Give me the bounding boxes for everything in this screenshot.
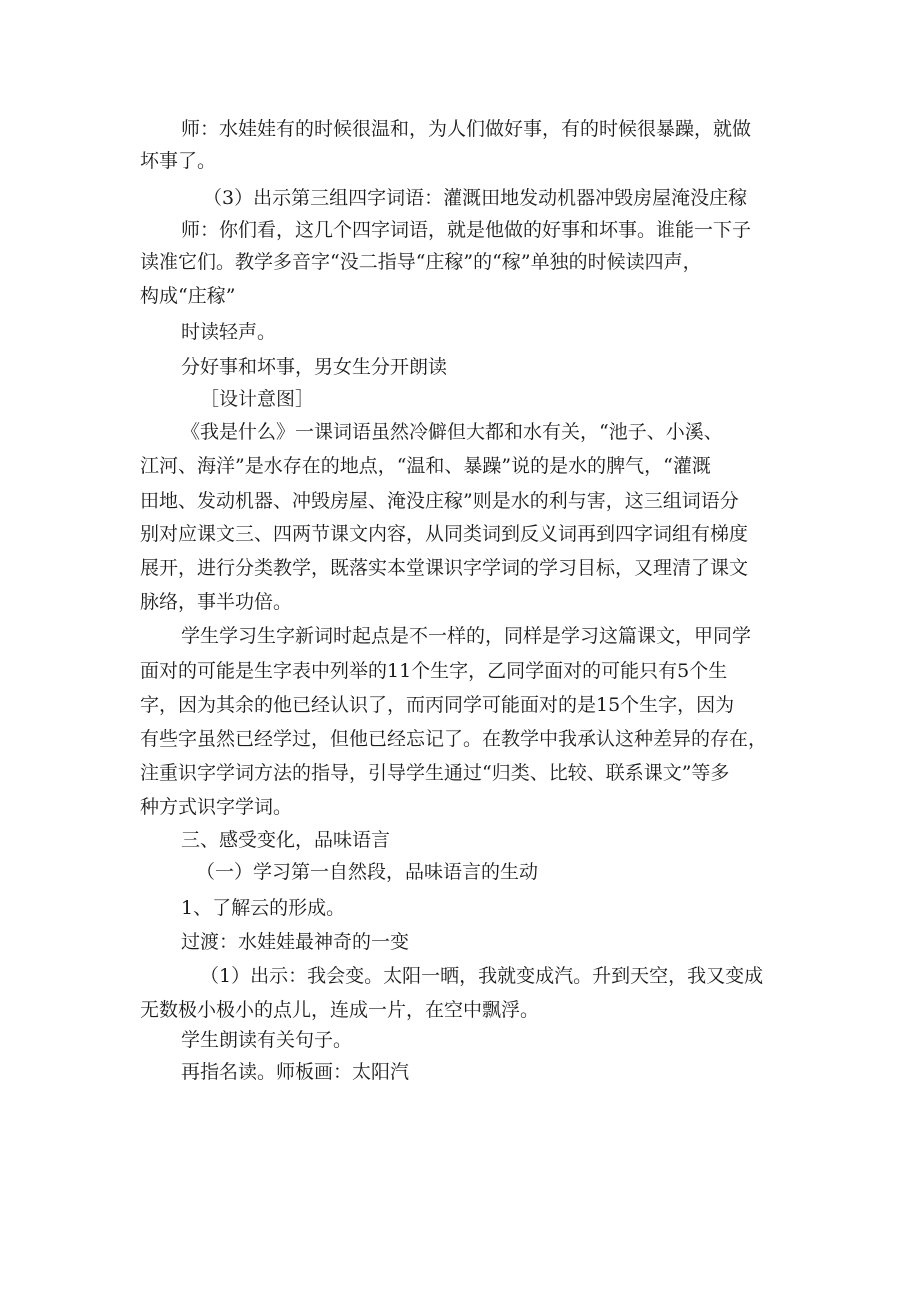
text-line: 种方式识字学词。	[140, 796, 293, 818]
text-line: 有些字虽然已经学过，但他已经忘记了。在教学中我承认这种差异的存在，	[140, 728, 768, 750]
text-line: 注重识字学词方法的指导，引导学生通过“归类、比较、联系课文”等多	[140, 762, 730, 784]
text-line: 学生学习生字新词时起点是不一样的，同样是学习这篇课文，甲同学	[181, 625, 752, 647]
text-line: 无数极小极小的点儿，连成一片，在空中飘浮。	[140, 999, 540, 1021]
text-line: 再指名读。师板画：太阳汽	[181, 1061, 410, 1083]
text-line: 别对应课文三、四两节课文内容，从同类词到反义词再到四字词组有梯度	[140, 523, 749, 545]
text-line: 构成“庄稼”	[140, 285, 236, 307]
text-line: 学生朗读有关句子。	[181, 1029, 353, 1051]
text-line: 《我是什么》一课词语虽然冷僻但大都和水有关，“池子、小溪、	[181, 421, 723, 443]
text-line: 面对的可能是生字表中列举的11个生字，乙同学面对的可能只有5个生	[140, 660, 728, 682]
text-line: 分好事和坏事，男女生分开朗读	[181, 356, 448, 378]
text-line: 读准它们。教学多音字“没二指导“庄稼”的“稼”单独的时候读四声，	[140, 251, 702, 273]
text-line: 田地、发动机器、冲毁房屋、淹没庄稼”则是水的利与害，这三组词语分	[140, 490, 739, 512]
text-line: （3）出示第三组四字词语：灌溉田地发动机器冲毁房屋淹没庄稼	[203, 187, 748, 209]
text-line: 江河、海洋”是水存在的地点，“温和、暴躁”说的是水的脾气，“灌溉	[140, 455, 711, 477]
text-line: 字，因为其余的他已经认识了，而丙同学可能面对的是15个生字，因为	[140, 694, 735, 716]
subsection-heading: （一）学习第一自然段，品味语言的生动	[196, 861, 539, 883]
section-heading: 三、感受变化，品味语言	[181, 829, 391, 851]
text-line: 1、了解云的形成。	[181, 897, 346, 919]
text-line: 时读轻声。	[181, 321, 277, 343]
text-line: 展开，进行分类教学，既落实本堂课识字学词的学习目标，又理清了课文	[140, 557, 749, 579]
text-line: （1）出示：我会变。太阳一晒，我就变成汽。升到天空，我又变成	[200, 965, 764, 987]
text-line: 脉络，事半功倍。	[140, 591, 293, 613]
section-heading: ［设计意图］	[200, 388, 315, 410]
text-line: 过渡：水娃娃最神奇的一变	[181, 931, 410, 953]
text-line: 师：你们看，这几个四字词语，就是他做的好事和坏事。谁能一下子	[181, 219, 752, 241]
text-line: 师：水娃娃有的时候很温和，为人们做好事，有的时候很暴躁，就做	[181, 118, 752, 140]
text-line: 坏事了。	[140, 150, 217, 172]
